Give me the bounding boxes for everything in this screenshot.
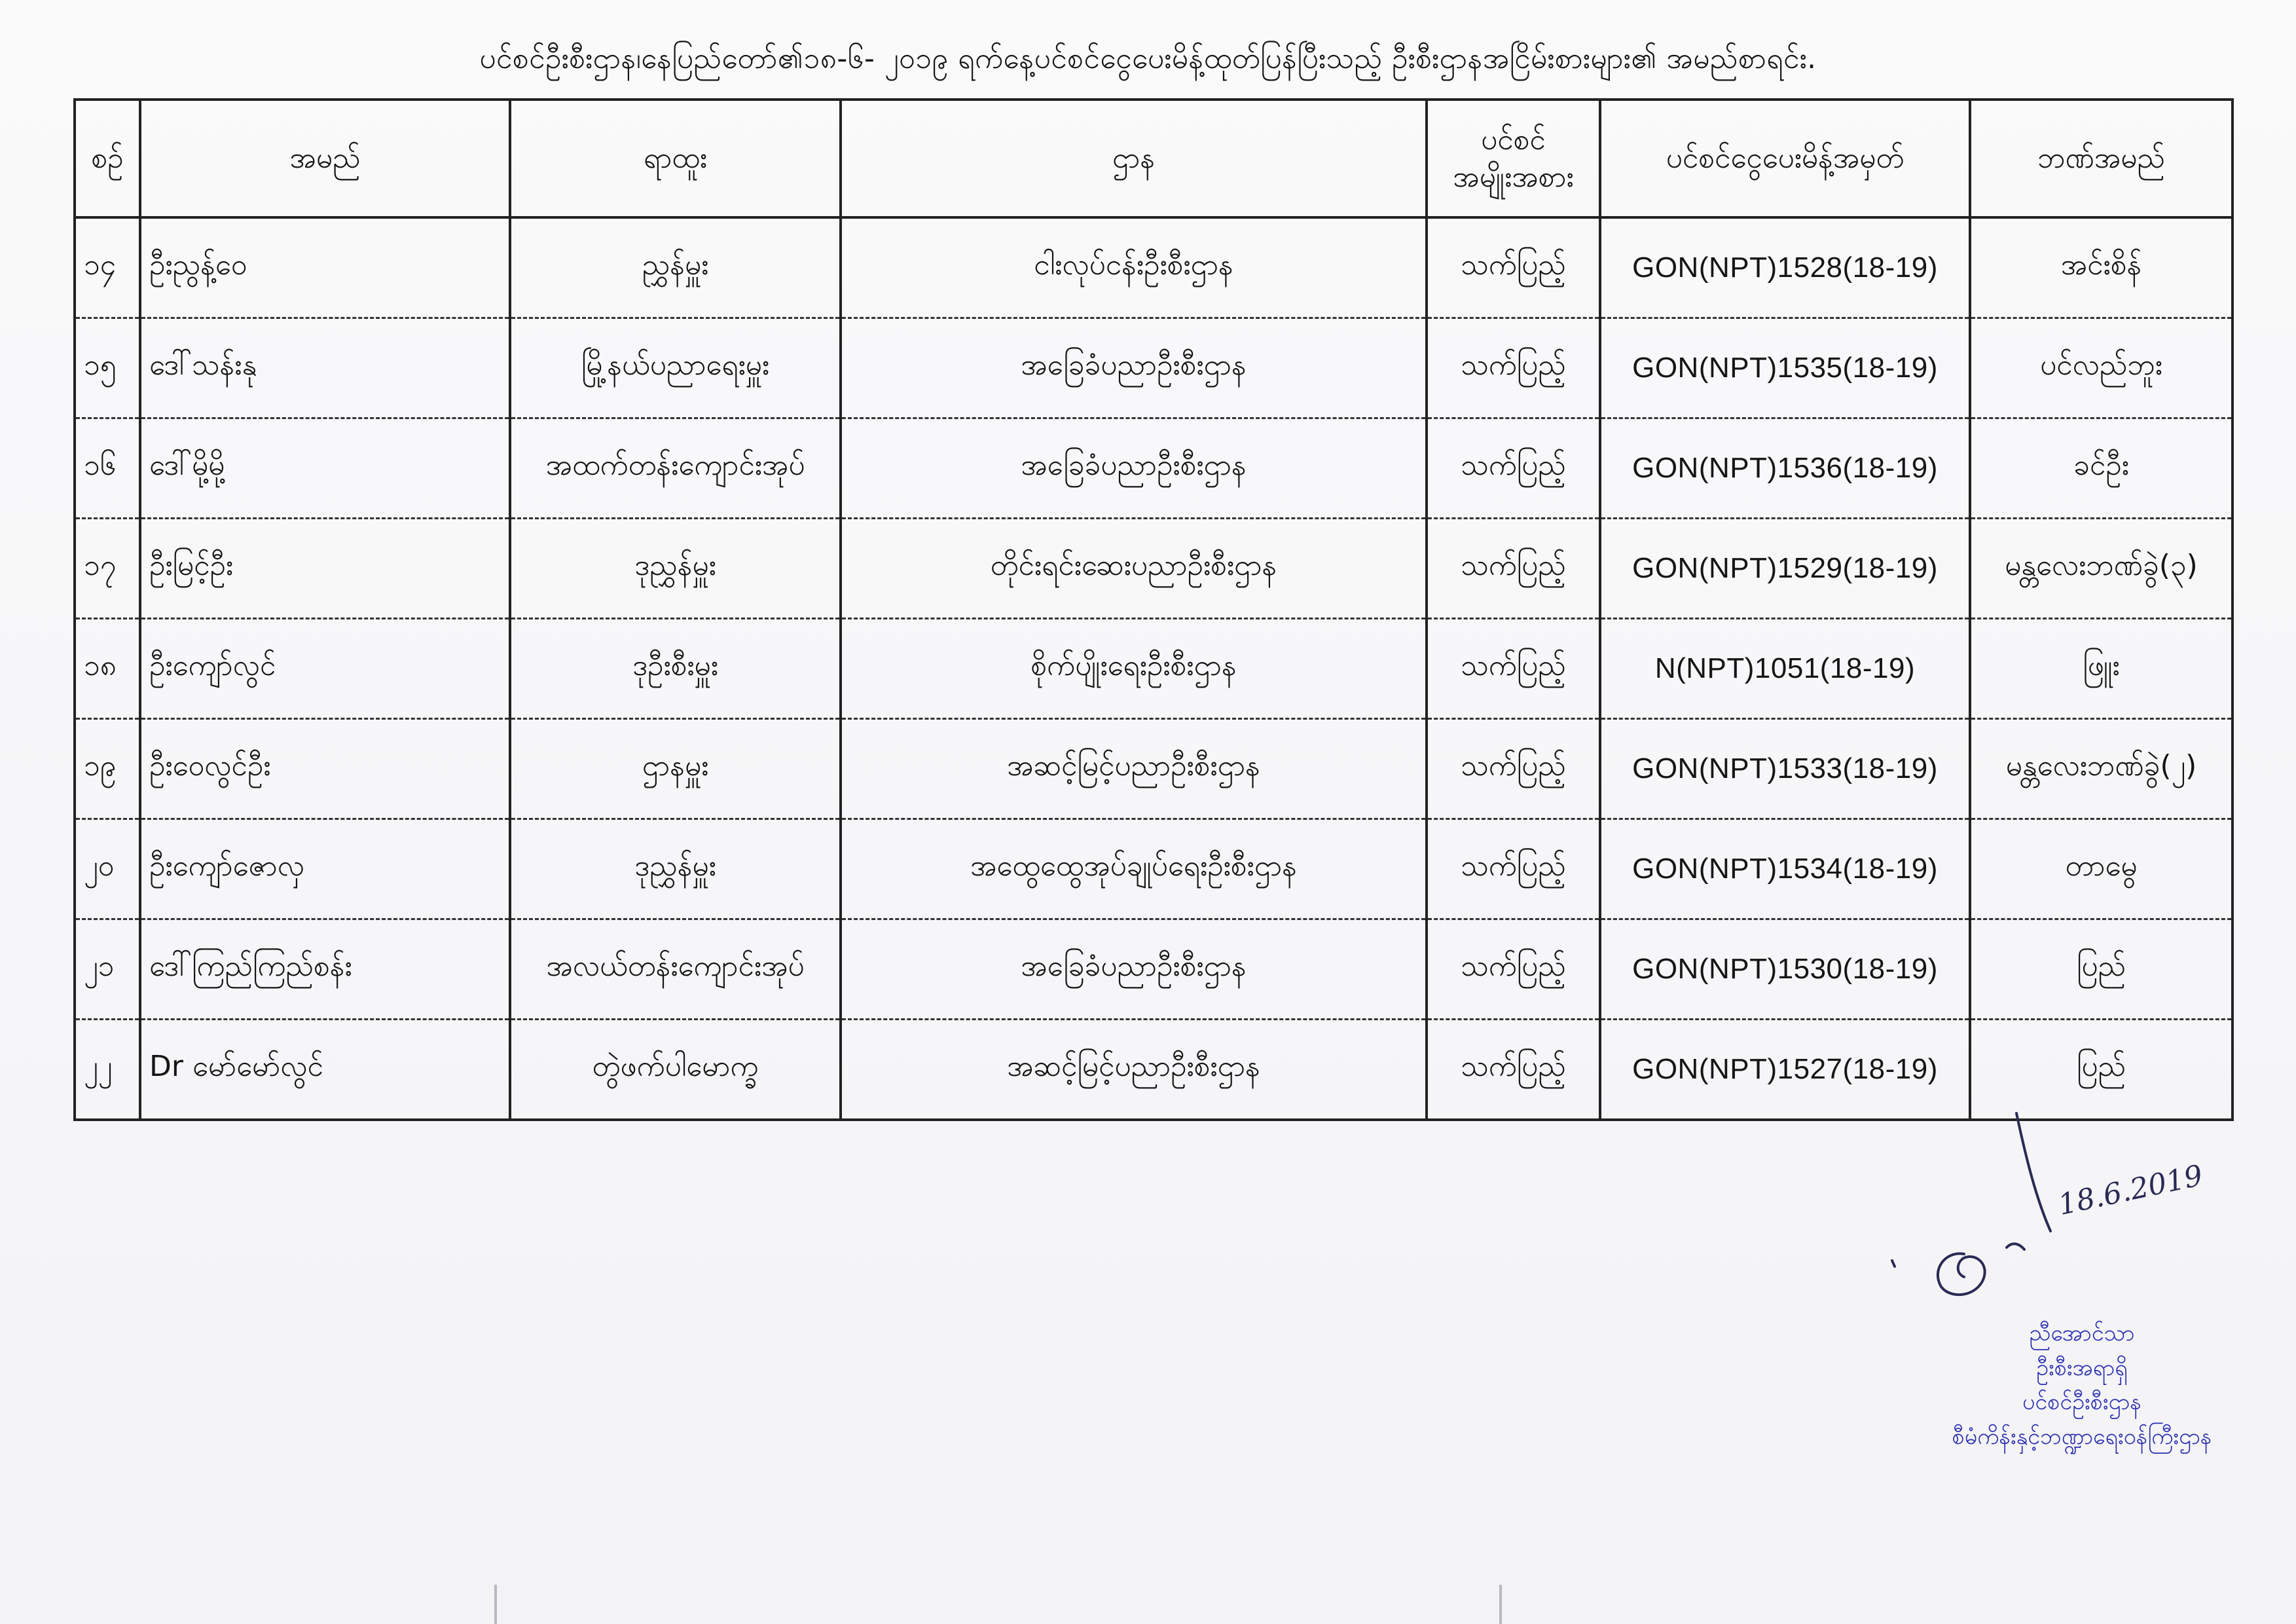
cell-pension-type: သက်ပြည့် <box>1427 1020 1600 1120</box>
cell-no: ၂၀ <box>75 819 140 919</box>
table-row <box>75 1020 2232 1120</box>
cell-pension-type: သက်ပြည့် <box>1427 819 1600 919</box>
cell-rank: တွဲဖက်ပါမောက္ခ <box>510 1020 841 1120</box>
cell-rank: အလယ်တန်းကျောင်းအုပ် <box>510 919 841 1020</box>
table-row <box>75 819 2232 919</box>
header-name: အမည် <box>140 100 510 217</box>
cell-name: ဦးဝေလွင်ဦး <box>140 719 510 819</box>
paper-fold-mark <box>1499 1585 1502 1624</box>
pensioner-table <box>73 98 2234 1121</box>
cell-rank: ဒုဦးစီးမှူး <box>510 619 841 719</box>
cell-name: ဦးကျော်ဇောလှ <box>140 819 510 919</box>
cell-name: Dr မော်မော်လွင် <box>140 1020 510 1120</box>
cell-no: ၂၁ <box>75 919 140 1020</box>
cell-department: စိုက်ပျိုးရေးဦးစီးဌာန <box>841 619 1427 719</box>
signatory-block <box>1899 1316 2265 1454</box>
signatory-department: ပင်စင်ဦးစီးဌာန <box>2022 1389 2141 1416</box>
table-row <box>75 919 2232 1020</box>
cell-sub-treasury: ခင်ဦး <box>1970 418 2232 519</box>
cell-no: ၁၄ <box>75 217 140 318</box>
cell-sub-treasury: ဖြူး <box>1970 619 2232 719</box>
cell-sub-treasury: မန္တလေးဘဏ်ခွဲ(၃) <box>1970 519 2232 619</box>
table-row <box>75 619 2232 719</box>
cell-rank: ဌာနမှူး <box>510 719 841 819</box>
table-row <box>75 519 2232 619</box>
cell-sub-treasury: ပြည် <box>1970 919 2232 1020</box>
cell-no: ၂၂ <box>75 1020 140 1120</box>
cell-pension-type: သက်ပြည့် <box>1427 619 1600 719</box>
header-pension-type-line1: ပင်စင် <box>1481 122 1546 157</box>
cell-pension-type: သက်ပြည့် <box>1427 418 1600 519</box>
cell-sub-treasury: တာမွေ <box>1970 819 2232 919</box>
signature-date: 18.6.2019 <box>2055 1158 2206 1222</box>
cell-department: အခြေခံပညာဦးစီးဌာန <box>841 418 1427 519</box>
header-order-no: ပင်စင်ငွေပေးမိန့်အမှတ် <box>1600 100 1970 217</box>
cell-rank: အထက်တန်းကျောင်းအုပ် <box>510 418 841 519</box>
paper-fold-mark <box>494 1585 497 1624</box>
table-row <box>75 719 2232 819</box>
signatory-ministry: စီမံကိန်းနှင့်ဘဏ္ဍာရေးဝန်ကြီးဌာန <box>1952 1424 2212 1450</box>
cell-name: ဒေါ်သန်းနု <box>140 318 510 418</box>
table-header-row <box>75 100 2232 217</box>
cell-order-no: N(NPT)1051(18-19) <box>1600 619 1970 719</box>
cell-sub-treasury: အင်းစိန် <box>1970 217 2232 318</box>
table-row <box>75 318 2232 418</box>
cell-department: အဆင့်မြင့်ပညာဦးစီးဌာန <box>841 719 1427 819</box>
table-row <box>75 217 2232 318</box>
cell-order-no: GON(NPT)1536(18-19) <box>1600 418 1970 519</box>
header-no: စဉ် <box>75 100 140 217</box>
cell-rank: ဒုညွှန်မှူး <box>510 819 841 919</box>
cell-no: ၁၇ <box>75 519 140 619</box>
document-title: ပင်စင်ဦးစီးဌာန၊နေပြည်တော်၏၁၈-၆- ၂၀၁၉ ရက်နေ့ပင်စင်ငွေပေးမိန့်ထုတ်ပြန်ပြီးသည့် ဦးစီးဌာနအငြိမ်းစားများ၏ အမည်စာရင်း. <box>479 42 1817 75</box>
cell-pension-type: သက်ပြည့် <box>1427 318 1600 418</box>
cell-pension-type: သက်ပြည့် <box>1427 217 1600 318</box>
cell-rank: မြို့နယ်ပညာရေးမှူး <box>510 318 841 418</box>
cell-sub-treasury: မန္တလေးဘဏ်ခွဲ(၂) <box>1970 719 2232 819</box>
cell-pension-type: သက်ပြည့် <box>1427 719 1600 819</box>
cell-no: ၁၉ <box>75 719 140 819</box>
cell-department: အဆင့်မြင့်ပညာဦးစီးဌာန <box>841 1020 1427 1120</box>
table-row <box>75 418 2232 519</box>
cell-order-no: GON(NPT)1530(18-19) <box>1600 919 1970 1020</box>
cell-sub-treasury: ပင်လည်ဘူး <box>1970 318 2232 418</box>
cell-department: ငါးလုပ်ငန်းဦးစီးဌာန <box>841 217 1427 318</box>
cell-pension-type: သက်ပြည့် <box>1427 919 1600 1020</box>
cell-pension-type: သက်ပြည့် <box>1427 519 1600 619</box>
cell-rank: ဒုညွှန်မှူး <box>510 519 841 619</box>
cell-order-no: GON(NPT)1528(18-19) <box>1600 217 1970 318</box>
cell-order-no: GON(NPT)1527(18-19) <box>1600 1020 1970 1120</box>
cell-sub-treasury: ပြည် <box>1970 1020 2232 1120</box>
cell-order-no: GON(NPT)1534(18-19) <box>1600 819 1970 919</box>
cell-department: အထွေထွေအုပ်ချုပ်ရေးဦးစီးဌာန <box>841 819 1427 919</box>
cell-no: ၁၅ <box>75 318 140 418</box>
cell-department: တိုင်းရင်းဆေးပညာဦးစီးဌာန <box>841 519 1427 619</box>
header-pension-type-line2: အမျိုးအစား <box>1453 160 1574 194</box>
header-department: ဌာန <box>841 100 1427 217</box>
signatory-name: ညီအောင်သာ <box>2029 1320 2135 1346</box>
cell-rank: ညွှန်မှူး <box>510 217 841 318</box>
header-rank: ရာထူး <box>510 100 841 217</box>
cell-no: ၁၈ <box>75 619 140 719</box>
cell-department: အခြေခံပညာဦးစီးဌာန <box>841 919 1427 1020</box>
cell-name: ဒေါ်မို့မို့ <box>140 418 510 519</box>
cell-no: ၁၆ <box>75 418 140 519</box>
cell-department: အခြေခံပညာဦးစီးဌာန <box>841 318 1427 418</box>
cell-order-no: GON(NPT)1533(18-19) <box>1600 719 1970 819</box>
cell-order-no: GON(NPT)1529(18-19) <box>1600 519 1970 619</box>
header-sub-treasury: ဘဏ်အမည် <box>1970 100 2232 217</box>
cell-order-no: GON(NPT)1535(18-19) <box>1600 318 1970 418</box>
cell-name: ဦးကျော်လွင် <box>140 619 510 719</box>
header-pension-type <box>1427 100 1600 217</box>
cell-name: ဒေါ်ကြည်ကြည်စန်း <box>140 919 510 1020</box>
cell-name: ဦးညွန့်ဝေ <box>140 217 510 318</box>
cell-name: ဦးမြင့်ဦး <box>140 519 510 619</box>
signatory-title: ဦးစီးအရာရှိ <box>2036 1354 2128 1381</box>
